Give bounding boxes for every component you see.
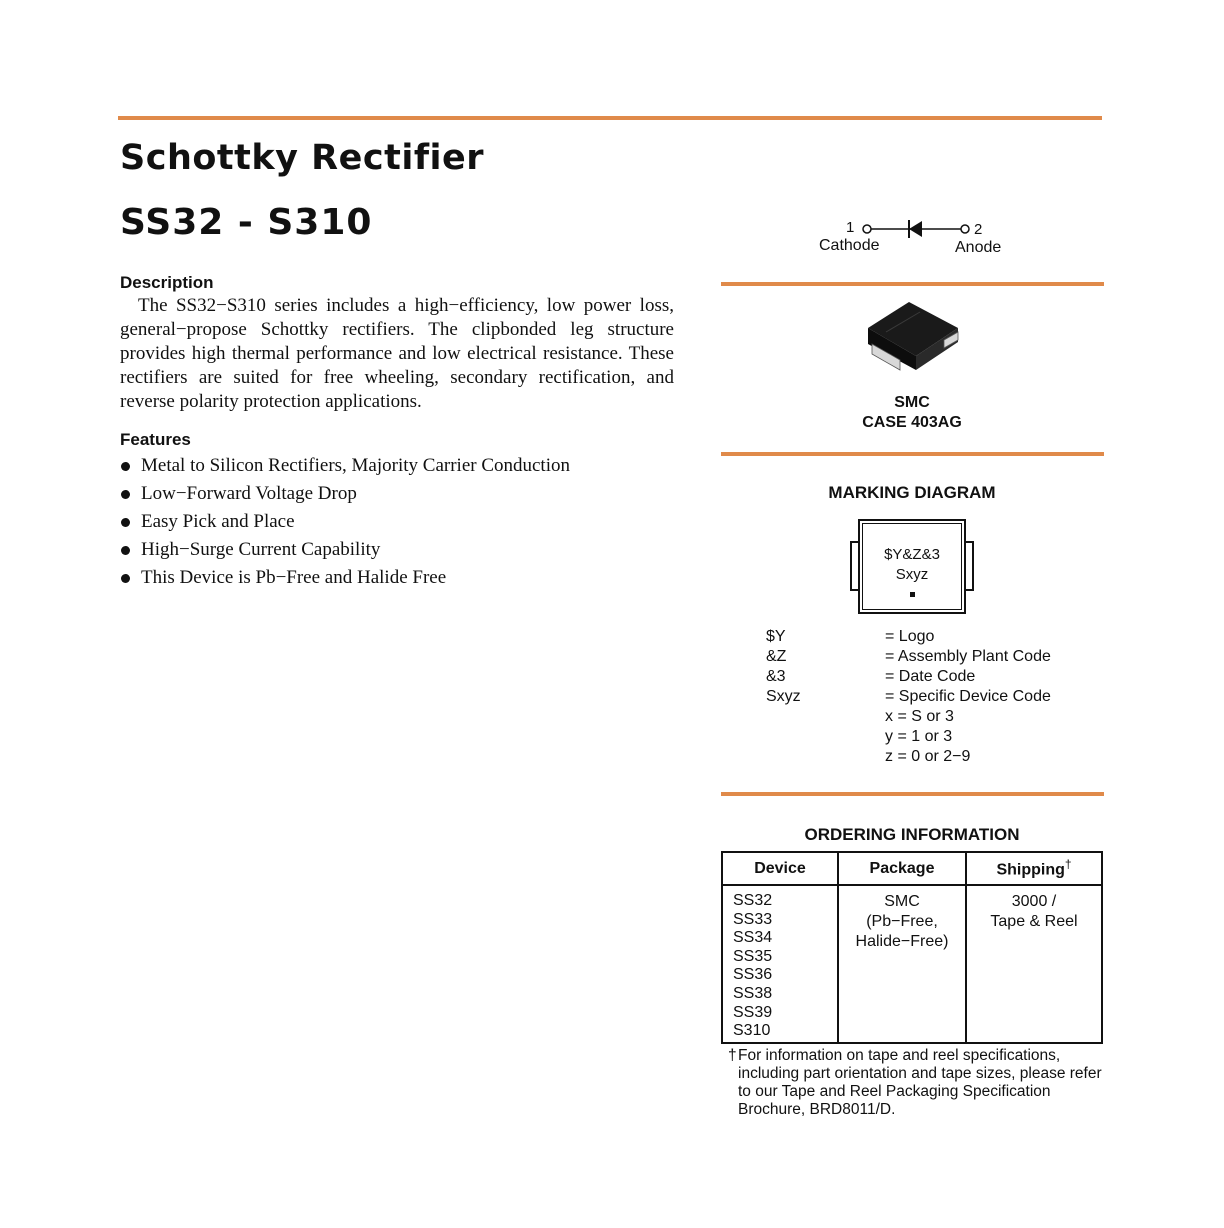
marking-line-2: Sxyz: [895, 566, 929, 583]
description-heading: Description: [120, 273, 214, 292]
ordering-table: [721, 851, 1103, 1044]
section-divider: [721, 282, 1104, 286]
pin1-dot-icon: [910, 592, 915, 597]
package-name: SMC: [894, 394, 930, 411]
ordering-header-row: [722, 852, 1102, 885]
table-row: [722, 885, 1102, 1043]
feature-item: Easy Pick and Place: [120, 510, 570, 538]
device-list-cell: [722, 885, 838, 1043]
marking-diagram: [850, 519, 974, 614]
shipping-line: 3000 /: [1011, 893, 1057, 910]
pin1-label: Cathode: [819, 237, 880, 254]
device-item: SS32: [733, 892, 773, 909]
legend-code: [766, 747, 885, 767]
legend-meaning: z = 0 or 2−9: [885, 748, 971, 765]
description-text: The SS32−S310 series includes a high−efficiency, low power loss, general−propose Schottky rectifiers. The clipbonded leg structure provides high thermal performance and low electrical resistance. These rectifiers are suited for free wheeling, secondary rectification, and reverse polarity protection applications.: [120, 295, 674, 412]
shipping-header-label: Shipping: [996, 861, 1065, 879]
feature-item: High−Surge Current Capability: [120, 538, 570, 566]
legend-meaning: x = S or 3: [885, 708, 954, 725]
section-divider: [721, 452, 1104, 456]
part-number-heading: SS32 - S310: [120, 202, 373, 243]
package-cell: [838, 885, 966, 1043]
marking-lead-left: [850, 541, 858, 591]
package-line: SMC: [884, 893, 920, 910]
diode-symbol-icon: [860, 217, 983, 241]
legend-row: [766, 647, 1051, 667]
legend-meaning: = Specific Device Code: [885, 688, 1051, 705]
legend-meaning: y = 1 or 3: [885, 728, 953, 745]
pin2-number: 2: [974, 221, 983, 238]
pin2-label: Anode: [955, 239, 1002, 256]
legend-code: &Z: [766, 648, 787, 665]
device-item: SS35: [733, 947, 773, 965]
section-divider: [721, 792, 1104, 796]
device-item: SS38: [733, 984, 773, 1002]
footnote-mark: †: [728, 1047, 737, 1064]
feature-item: Metal to Silicon Rectifiers, Majority Carrier Conduction: [120, 454, 570, 482]
device-item: SS34: [733, 929, 773, 947]
legend-meaning: = Logo: [885, 628, 935, 645]
legend-code: $Y: [766, 628, 786, 645]
device-item: SS33: [733, 910, 773, 928]
feature-item: This Device is Pb−Free and Halide Free: [120, 566, 570, 594]
device-item: S310: [733, 1022, 771, 1040]
legend-meaning: = Assembly Plant Code: [885, 648, 1051, 665]
shipping-line: Tape & Reel: [990, 913, 1078, 930]
legend-code: Sxyz: [766, 688, 801, 705]
legend-code: [766, 707, 885, 727]
legend-meaning: = Date Code: [885, 668, 976, 685]
package-line: (Pb−Free,: [866, 913, 938, 930]
feature-item: Low−Forward Voltage Drop: [120, 482, 570, 510]
marking-heading: MARKING DIAGRAM: [828, 483, 996, 502]
device-item: SS39: [733, 1003, 773, 1021]
marking-body: [858, 519, 966, 614]
features-list: [120, 454, 570, 594]
device-column-header: Device: [722, 852, 838, 885]
pin1-number: 1: [846, 219, 855, 236]
package-line: Halide−Free): [855, 933, 949, 950]
marking-legend: [766, 627, 1051, 767]
features-heading: Features: [120, 430, 191, 449]
legend-code: [766, 727, 885, 747]
legend-row: [766, 687, 1051, 707]
package-column-header: Package: [838, 852, 966, 885]
legend-row: [766, 707, 1051, 727]
marking-line-1: $Y&Z&3: [884, 546, 940, 563]
legend-row: [766, 667, 1051, 687]
device-item: SS36: [733, 966, 773, 984]
shipping-cell: [966, 885, 1102, 1043]
ordering-footnote: [728, 1047, 1108, 1119]
marking-lead-right: [966, 541, 974, 591]
shipping-footnote-mark: †: [1064, 857, 1072, 872]
footnote-text: For information on tape and reel specifications, including part orientation and tape sizes, please refer to our Tape and Reel Packaging Specification Brochure, BRD8011/D.: [738, 1047, 1102, 1118]
package-case: CASE 403AG: [862, 414, 962, 431]
legend-code: &3: [766, 668, 786, 685]
ordering-heading: ORDERING INFORMATION: [804, 825, 1020, 844]
legend-row: [766, 627, 1051, 647]
pinout-diagram: [800, 215, 1030, 265]
page-title: Schottky Rectifier: [120, 138, 485, 178]
smc-package-icon: [862, 298, 962, 374]
legend-row: [766, 747, 1051, 767]
legend-row: [766, 727, 1051, 747]
shipping-column-header: [966, 852, 1102, 885]
top-divider: [118, 116, 1102, 120]
